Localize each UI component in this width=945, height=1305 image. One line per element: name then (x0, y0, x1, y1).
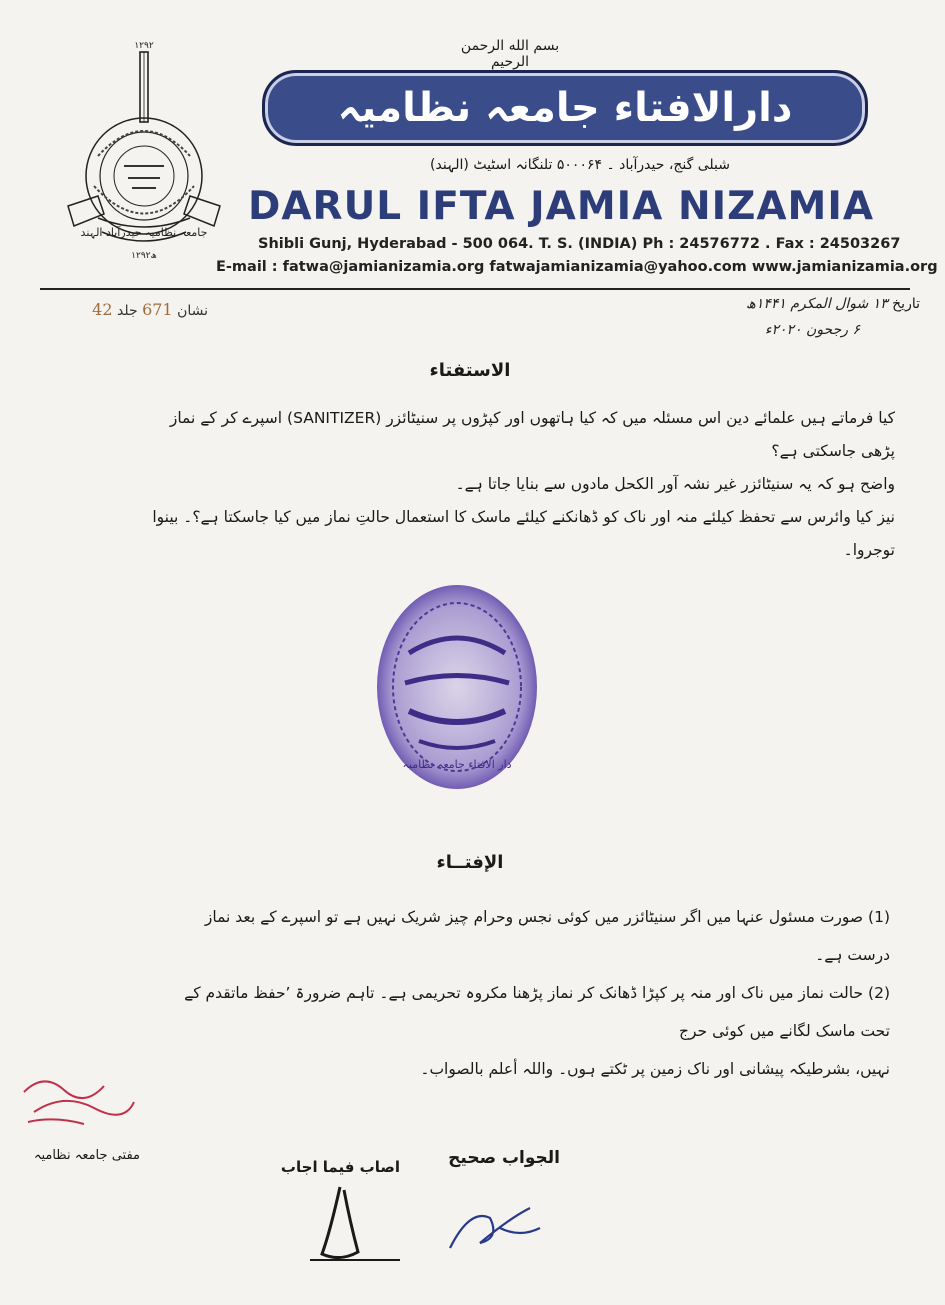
istifta-line: واضح ہو کہ یہ سنیٹائزر غیر نشہ آور الکحل مادوں سے بنایا جاتا ہے۔ (455, 475, 895, 493)
signature-1 (300, 1182, 410, 1272)
english-address: Shibli Gunj, Hyderabad - 500 064. T. S. (INDIA) Ph : 24576772 . Fax : 24503267 (258, 236, 901, 252)
jawab-label: الجواب صحیح (448, 1148, 560, 1168)
svg-text:۱۲۹۲ھ: ۱۲۹۲ھ (131, 251, 157, 261)
volume-number: 42 (92, 300, 113, 319)
english-title: DARUL IFTA JAMIA NIZAMIA (248, 184, 875, 229)
official-seal (375, 583, 539, 791)
svg-text:جامعہ نظامیہ حیدرآباد الہند: جامعہ نظامیہ حیدرآباد الہند (80, 226, 208, 239)
ifta-line: (1) صورت مسئول عنہا میں اگر سنیٹائزر میں کوئی نجس وحرام چیز شریک نہیں ہے تو اسپرے کے بعد نماز درست ہے۔ (204, 908, 890, 964)
ifta-text (170, 898, 890, 1088)
date-hijri: ۱۳ شوال المکرم ۱۴۴۱ھ (746, 296, 888, 312)
volume-label: جلد (116, 303, 138, 319)
bismillah: بسم الله الرحمن الرحیم (460, 38, 560, 70)
ifta-heading: الإفتــاء (436, 852, 504, 873)
ifta-line: نہیں، بشرطیکہ پیشانی اور ناک زمین پر ٹکتے ہوں۔ واللہ أعلم بالصواب۔ (420, 1060, 890, 1078)
svg-text:دار الافتاء جامعہ نظامیہ: دار الافتاء جامعہ نظامیہ (402, 758, 512, 771)
istifta-text (150, 402, 895, 567)
signature-2 (440, 1188, 550, 1268)
urdu-address: شبلی گنج، حیدرآباد ۔ ۵۰۰۰۶۴ تلنگانہ اسٹیٹ (الہند) (430, 157, 730, 173)
ifta-line: (2) حالت نماز میں ناک اور منہ پر کپڑا ڈھانک کر نماز پڑھنا مکروہ تحریمی ہے۔ تاہم ضرورۃ ’حفظ ماتقدم کے تحت ماسک لگانے میں کوئی حرج (184, 984, 890, 1040)
date-gregorian: ۶ رجحون ۲۰۲۰ء (764, 322, 860, 338)
reference-number (28, 300, 208, 319)
ref-number: 671 (142, 300, 173, 319)
svg-text:۱۲۹۲: ۱۲۹۲ (134, 41, 154, 51)
header-divider (40, 288, 910, 290)
istifta-line: کیا فرماتے ہیں علمائے دین اس مسئلہ میں کہ کیا ہاتھوں اور کپڑوں پر سنیٹائزر (SANITIZER) اسپرے کر کے نماز پڑھی جاسکتی ہے؟ (169, 409, 895, 460)
ref-label: نشان (177, 303, 208, 319)
date-block (650, 296, 920, 338)
date-label: تاریخ (892, 296, 920, 312)
urdu-title-banner: دارالافتاء جامعہ نظامیہ (262, 70, 868, 146)
jamia-emblem (58, 36, 230, 266)
ashab-label: اصاب فیما اجاب (280, 1158, 400, 1176)
contact-line: E-mail : fatwa@jamianizamia.org fatwajamianizamia@yahoo.com www.jamianizamia.org (216, 259, 938, 275)
istifta-line: نیز کیا وائرس سے تحفظ کیلئے منہ اور ناک کو ڈھانکنے کیلئے ماسک کا استعمال حالتِ نماز میں کیا جاسکتا ہے؟۔ بینوا توجروا۔ (152, 508, 895, 559)
mufti-signature (14, 1072, 154, 1142)
mufti-label: مفتی جامعہ نظامیہ (33, 1148, 140, 1163)
istifta-heading: الاستفتاء (429, 360, 511, 381)
